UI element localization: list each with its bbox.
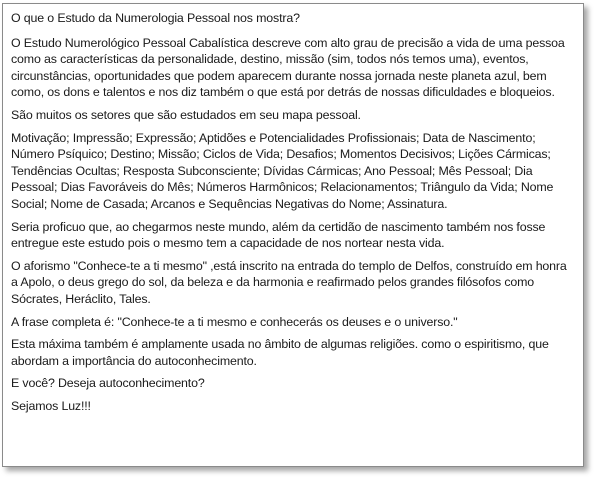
paragraph-intro: O Estudo Numerológico Pessoal Cabalística descreve com alto grau de precisão a vida de uma pessoa como as características da personalidade, destino, missão (sim, todos nós temos uma), eventos, circunstâncias, oportunidades que podem aparecem durante nossa jornada neste planeta azul, bem como, os dons e talentos e nos diz também o que está por detrás de nossas dificuldades e bloqueios. — [11, 35, 565, 100]
paragraph-aphorism: O aforismo "Conhece-te a ti mesmo" ,está inscrito na entrada do templo de Delfos, construído em honra a Apolo, o deus grego do sol, da beleza e da harmonia e reafirmado pelos grandes filósofos como Sócrates, Heráclito, Tales. — [11, 258, 567, 306]
paragraph-question: E você? Deseja autoconhecimento? — [11, 376, 205, 391]
paragraph-closing: Sejamos Luz!!! — [11, 398, 91, 413]
document-title: O que o Estudo da Numerologia Pessoal nos mostra? — [11, 11, 300, 25]
paragraph-full-phrase: A frase completa é: "Conhece-te a ti mesmo e conhecerás os deuses e o universo." — [11, 314, 458, 329]
paragraph-sectors: São muitos os setores que são estudados em seu mapa pessoal. — [11, 107, 361, 122]
paragraph-sector-list: Motivação; Impressão; Expressão; Aptidões e Potencialidades Profissionais; Data de Nascimento; Número Psíquico; Destino; Missão; Ciclos de Vida; Desafios; Momentos Decisivos; Lições Cármicas; Tendências Ocultas; Resposta Subconsciente; Dívidas Cármicas; Ano Pessoal; Mês Pessoal; Dia Pessoal; Dias Favoráveis do Mês; Números Harmônicos; Relacionamentos; Triângulo da Vida; Nome Social; Nome de Casada; Arcanos e Sequências Negativas do Nome; Assinatura. — [11, 130, 554, 211]
text-box — [2, 3, 584, 467]
paragraph-religions: Esta máxima também é amplamente usada no âmbito de algumas religiões. como o espiritismo, que abordam a importância do autoconhecimento. — [11, 337, 549, 368]
paragraph-birth: Seria proficuo que, ao chegarmos neste mundo, além da certidão de nascimento também nos fosse entregue este estudo pois o mesmo tem a capacidade de nos nortear nesta vida. — [11, 219, 546, 251]
document-body — [11, 10, 575, 414]
